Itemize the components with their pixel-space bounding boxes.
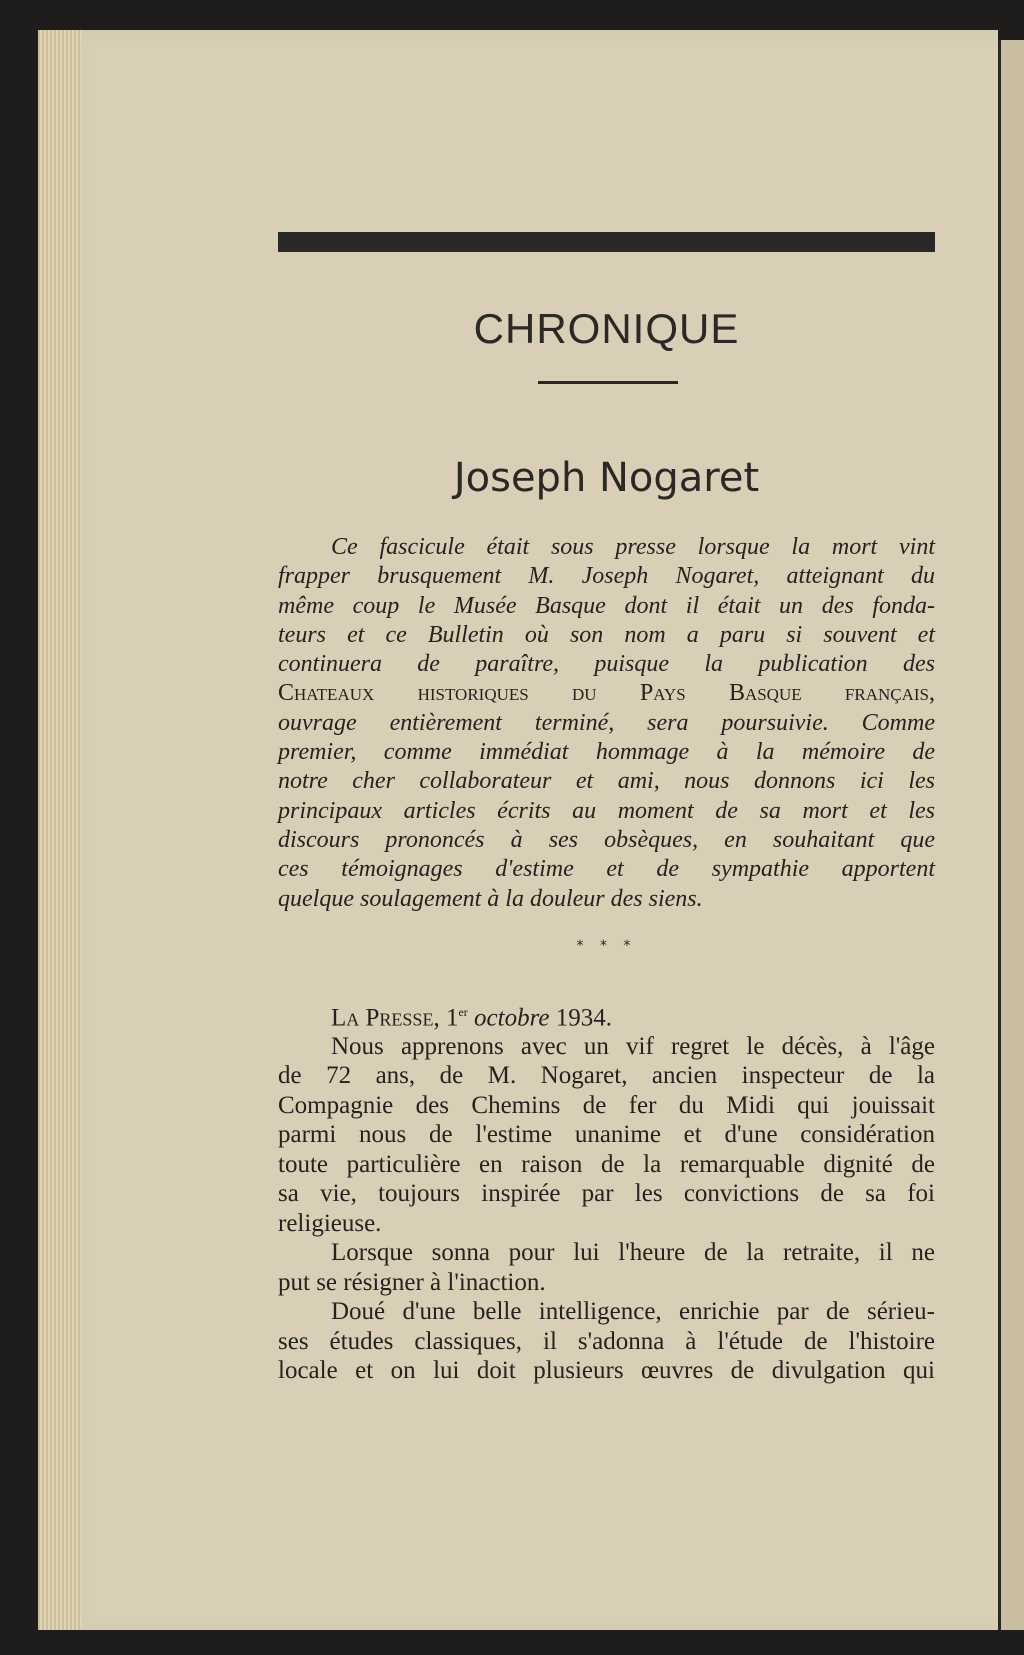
intro-line: principaux articles écrits au moment de sa mort et les <box>278 797 935 824</box>
intro-line: même coup le Musée Basque dont il était un des fonda- <box>278 592 935 619</box>
intro-line: teurs et ce Bulletin où son nom a paru si souvent et <box>278 621 935 648</box>
intro-line: frapper brusquement M. Joseph Nogaret, atteignant du <box>278 563 935 590</box>
body-line: Compagnie des Chemins de fer du Midi qui jouissait <box>278 1091 935 1119</box>
facing-page-edge <box>998 40 1024 1630</box>
separator-asterisks: * * * <box>576 938 637 954</box>
body-line: Doué d'une belle intelligence, enrichie par de sérieu- <box>331 1298 935 1325</box>
intro-line: ouvrage entièrement terminé, sera poursuivie. Comme <box>278 709 935 736</box>
intro-line: continuera de paraître, puisque la publication des <box>278 651 935 678</box>
source-day-suffix: er <box>458 1005 468 1019</box>
source-year: 1934. <box>555 1004 612 1032</box>
section-title: CHRONIQUE <box>473 305 740 352</box>
title-rule <box>538 381 678 384</box>
body-line: ses études classiques, il s'adonna à l'étude de l'histoire <box>278 1327 935 1355</box>
body-line: Nous apprenons avec un vif regret le décès, à l'âge <box>331 1032 935 1060</box>
intro-line: discours prononcés à ses obsèques, en souhaitant que <box>278 826 935 853</box>
body-line: Lorsque sonna pour lui l'heure de la retraite, il ne <box>331 1239 935 1266</box>
intro-line: notre cher collaborateur et ami, nous donnons ici les <box>278 768 935 795</box>
source-line <box>278 998 935 1032</box>
source-name: La Presse, <box>331 1004 440 1032</box>
source-month: octobre <box>474 1004 550 1032</box>
press-article <box>278 998 935 1386</box>
source-day: 1 <box>445 1004 459 1032</box>
header-bar <box>278 232 935 252</box>
page-edges <box>38 30 82 1630</box>
body-line: put se résigner à l'inaction. <box>278 1268 546 1296</box>
body-line: de 72 ans, de M. Nogaret, ancien inspecteur de la <box>278 1062 935 1089</box>
body-line: religieuse. <box>278 1209 382 1237</box>
intro-line-book-title: Chateaux historiques du Pays Basque français, <box>278 680 935 707</box>
intro-line: ces témoignages d'estime et de sympathie apportent <box>278 856 935 883</box>
body-line: parmi nous de l'estime unanime et d'une considération <box>278 1121 935 1148</box>
intro-line: premier, comme immédiat hommage à la mémoire de <box>278 739 935 766</box>
body-line: locale et on lui doit plusieurs œuvres de divulgation qui <box>278 1357 935 1384</box>
article-heading: Joseph Nogaret <box>453 455 760 501</box>
intro-line: quelque soulagement à la douleur des siens. <box>278 885 703 912</box>
intro-line: Ce fascicule était sous presse lorsque la mort vint <box>331 534 935 560</box>
body-line: sa vie, toujours inspirée par les convictions de sa foi <box>278 1180 935 1207</box>
body-line: toute particulière en raison de la remarquable dignité de <box>278 1150 935 1178</box>
intro-paragraph <box>278 533 935 914</box>
